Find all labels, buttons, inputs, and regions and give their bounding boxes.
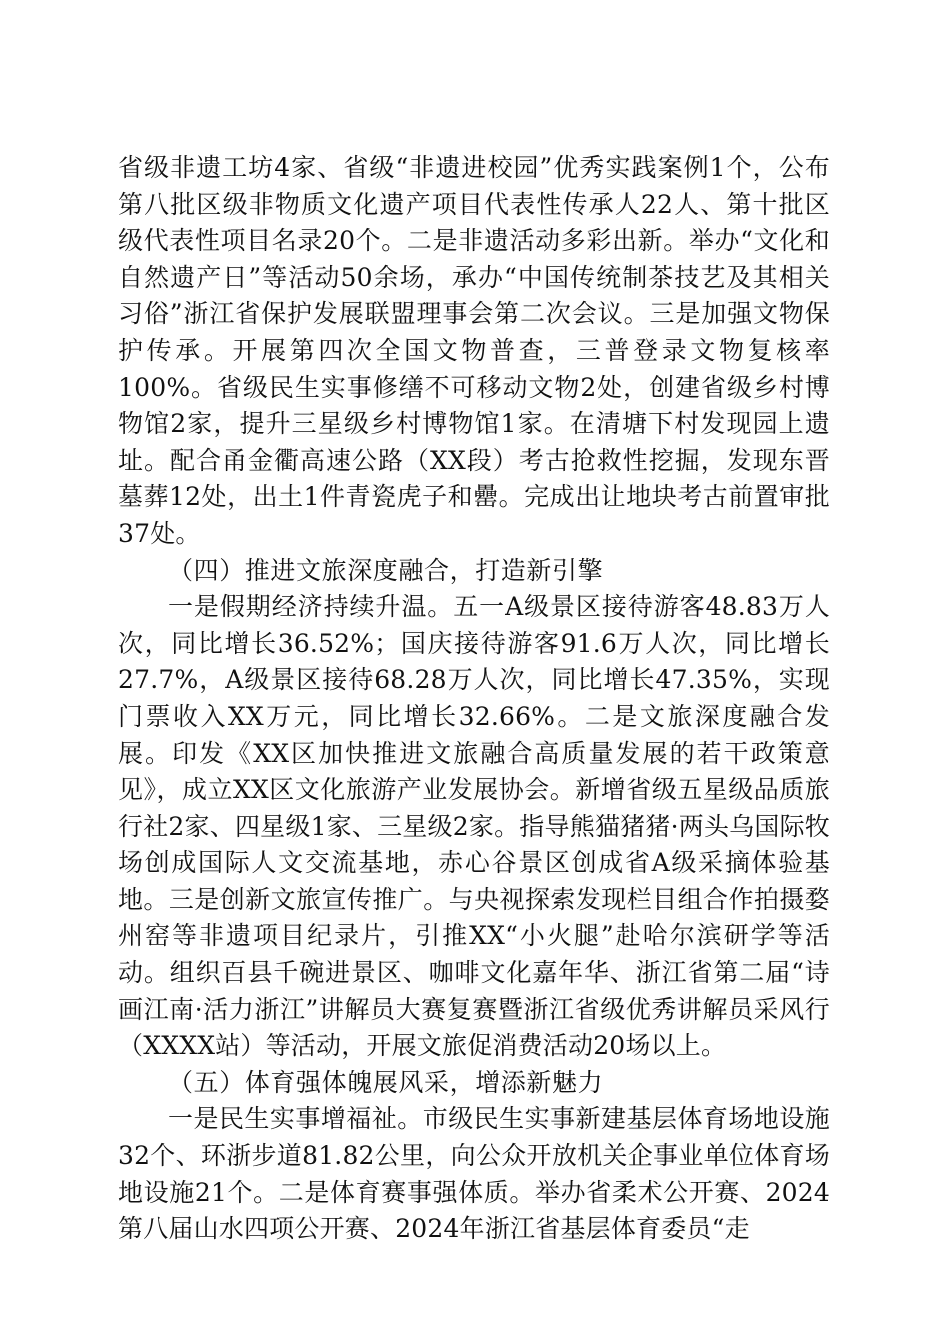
paragraph-culture-tourism: 一是假期经济持续升温。五一A级景区接待游客48.83万人次，同比增长36.52%；国庆接待游客91.6万人次，同比增长27.7%，A级景区接待68.28万人次，同比增长47.35%，实现门票收入XX万元，同比增长32.66%。二是文旅深度融合发展。印发《XX区加快推进文旅融合高质量发展的若干政策意见》，成立XX区文化旅游产业发展协会。新增省级五星级品质旅行社2家、四星级1家、三星级2家。指导熊猫猪猪·两头乌国际牧场创成国际人文交流基地，赤心谷景区创成省A级采摘体验基地。三是创新文旅宣传推广。与央视探索发现栏目组合作拍摄婺州窑等非遗项目纪录片，引推XX“小火腿”赴哈尔滨研学等活动。组织百县千碗进景区、咖啡文化嘉年华、浙江省第二届“诗画江南·活力浙江”讲解员大赛复赛暨浙江省级优秀讲解员采风行（XXXX站）等活动，开展文旅促消费活动20场以上。 — [118, 592, 830, 1061]
paragraph-sports: 一是民生实事增福祉。市级民生实事新建基层体育场地设施32个、环浙步道81.82公里，向公众开放机关企事业单位体育场地设施21个。二是体育赛事强体质。举办省柔术公开赛、2024第八届山水四项公开赛、2024年浙江省基层体育委员“走 — [118, 1104, 830, 1244]
section-heading-4: （四）推进文旅深度融合，打造新引擎 — [168, 555, 604, 585]
paragraph-heritage-continued: 省级非遗工坊4家、省级“非遗进校园”优秀实践案例1个，公布第八批区级非物质文化遗产项目代表性传承人22人、第十批区级代表性项目名录20个。二是非遗活动多彩出新。举办“文化和自然遗产日”等活动50余场，承办“中国传统制茶技艺及其相关习俗”浙江省保护发展联盟理事会第二次会议。三是加强文物保护传承。开展第四次全国文物普查，三普登录文物复核率100%。省级民生实事修缮不可移动文物2处，创建省级乡村博物馆2家，提升三星级乡村博物馆1家。在清塘下村发现园上遗址。配合甬金衢高速公路（XX段）考古抢救性挖掘，发现东晋墓葬12处，出土1件青瓷虎子和罍。完成出让地块考古前置审批37处。 — [118, 153, 830, 548]
section-heading-5: （五）体育强体魄展风采，增添新魅力 — [168, 1067, 604, 1097]
document-body — [118, 150, 830, 1248]
